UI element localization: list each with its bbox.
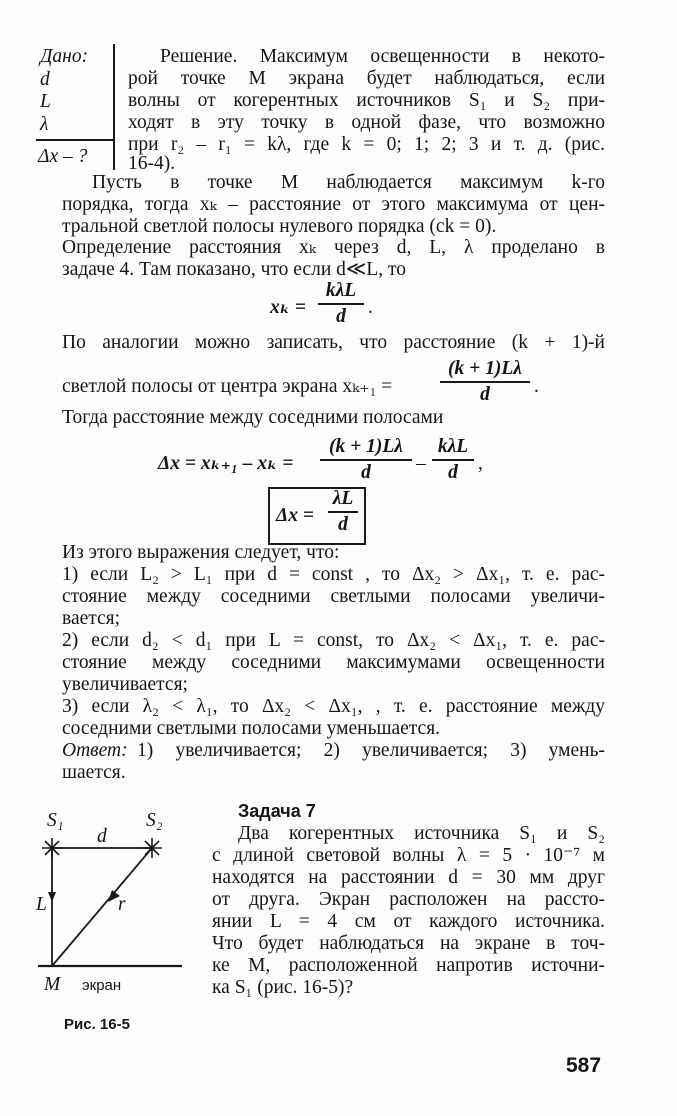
given-var-lambda: λ <box>40 113 49 135</box>
conclusion-intro: Из этого выражения следует, что: <box>62 542 340 563</box>
item1-line-2: стояние между соседними светлыми полосами увеличи- <box>62 586 605 607</box>
figure-label-s1: S₁ <box>47 810 64 831</box>
given-header: Дано: <box>40 46 89 67</box>
para2-line-2: порядка, тогда xₖ – расстояние от этого максимума от цен- <box>62 194 605 215</box>
solution-line-2: рой точке М экрана будет наблюдаться, если <box>128 68 605 89</box>
solution-line-4: ходят в эту точку в одной фазе, что возможно <box>128 112 605 133</box>
formula1-tail: . <box>368 297 373 318</box>
task7-line-8: ка S₁ (рис. 16-5)? <box>212 977 354 998</box>
formula3-denominator-2: d <box>448 462 458 483</box>
figure-label-d: d <box>97 826 107 847</box>
answer-label: Ответ: <box>62 740 128 761</box>
formula3-minus: – <box>416 453 426 474</box>
given-divider-horizontal <box>36 139 114 141</box>
solution-line-5: при r₂ – r₁ = kλ, где k = 0; 1; 2; 3 и т. д. (рис. <box>128 134 605 155</box>
formula3-lhs: Δx = xₖ₊₁ – xₖ = <box>158 453 294 474</box>
item3-line-2: соседними светлыми полосами уменьшается. <box>62 718 441 739</box>
task7-line-4: от друга. Экран расположен на рассто- <box>212 889 605 910</box>
formula4-lhs: Δx = <box>276 505 314 526</box>
solution-line-3: волны от когерентных источников S₁ и S₂ при- <box>128 90 605 111</box>
formula3-numerator-1: (k + 1)Lλ <box>329 436 403 457</box>
task7-line-3: находятся на расстоянии d = 30 мм друг <box>212 867 605 888</box>
formula1-denominator: d <box>336 306 346 327</box>
answer-text-2: шается. <box>62 762 126 783</box>
formula1-numerator: kλL <box>325 280 357 301</box>
formula3-numerator-2: kλL <box>437 436 469 457</box>
para3-line-1: Определение расстояния xₖ через d, L, λ проделано в <box>62 237 605 258</box>
given-var-L: L <box>40 91 51 112</box>
task7-line-5: янии L = 4 см от каждого источника. <box>212 911 605 932</box>
formula4-denominator: d <box>338 514 348 535</box>
fraction-bar <box>318 303 364 305</box>
source-s1-icon <box>42 838 62 858</box>
figure-label-M: M <box>44 974 61 995</box>
para2-line-1: Пусть в точке М наблюдается максимум k-го <box>92 172 605 193</box>
task7-line-1: Два когерентных источника S₁ и S₂ <box>238 823 605 844</box>
fraction-bar <box>320 459 412 461</box>
para3-line-2: задаче 4. Там показано, что если d≪L, то <box>62 259 406 280</box>
formula4-fraction <box>328 488 358 536</box>
task7-line-7: ке М, расположенной напротив источни- <box>212 955 605 976</box>
item3-line-1: 3) если λ₂ < λ₁, то Δx₂ < Δx₁, , т. е. расстояние между <box>62 696 605 717</box>
formula3-fraction-2 <box>432 436 474 484</box>
para2-line-3: тральной светлой полосы нулевого порядка (ck = 0). <box>62 216 497 237</box>
formula3-denominator-1: d <box>361 462 371 483</box>
figure-label-screen: экран <box>82 977 122 994</box>
given-find: Δx – ? <box>38 146 88 167</box>
item2-line-2: стояние между соседними максимумами освещенности <box>62 652 605 673</box>
item1-line-1: 1) если L₂ > L₁ при d = const , то Δx₂ > Δx₁, т. е. рас- <box>62 564 605 585</box>
task7-line-2: с длиной световой волны λ = 5 · 10⁻⁷ м <box>212 845 605 866</box>
solution-line-6: 16-4). <box>128 153 176 174</box>
solution-line-1: Решение. Максимум освещенности в некото- <box>160 46 605 67</box>
item2-line-1: 2) если d₂ < d₁ при L = const, то Δx₂ < Δx₁, т. е. рас- <box>62 630 605 651</box>
formula3-fraction-1 <box>320 436 412 484</box>
answer-text: 1) увеличивается; 2) увеличивается; 3) умень- <box>137 740 605 761</box>
formula3-tail: , <box>478 453 483 474</box>
para4: По аналогии можно записать, что расстояние (k + 1)-й <box>62 332 605 353</box>
source-s2-icon <box>142 838 162 858</box>
formula2-text: светлой полосы от центра экрана xₖ₊₁ = <box>62 376 393 397</box>
figure-caption: Рис. 16-5 <box>64 1016 130 1033</box>
task7-line-6: Что будет наблюдаться на экране в точ- <box>212 933 605 954</box>
para5: Тогда расстояние между соседними полосами <box>62 407 444 428</box>
task7-title: Задача 7 <box>238 801 316 821</box>
path-r-line <box>52 848 152 966</box>
formula2-denominator: d <box>480 384 490 405</box>
given-block <box>40 46 112 136</box>
given-divider-vertical <box>113 44 115 170</box>
page-number: 587 <box>566 1054 602 1077</box>
formula2-numerator: (k + 1)Lλ <box>448 358 522 379</box>
given-var-d: d <box>40 68 50 90</box>
item2-line-3: увеличивается; <box>62 674 188 695</box>
formula2-fraction <box>440 358 530 406</box>
fraction-bar <box>328 511 358 513</box>
formula4-numerator: λL <box>332 488 354 509</box>
fraction-bar <box>440 381 530 383</box>
item1-line-3: вается; <box>62 608 121 629</box>
figure-label-r: r <box>118 894 126 915</box>
figure-label-L: L <box>36 894 47 915</box>
formula2-tail: . <box>534 376 539 397</box>
fraction-bar <box>432 459 474 461</box>
formula1-lhs: xₖ = <box>270 297 306 318</box>
figure-label-s2: S₂ <box>146 810 163 831</box>
formula1-fraction <box>318 280 364 328</box>
arrow-L-icon <box>48 892 56 902</box>
